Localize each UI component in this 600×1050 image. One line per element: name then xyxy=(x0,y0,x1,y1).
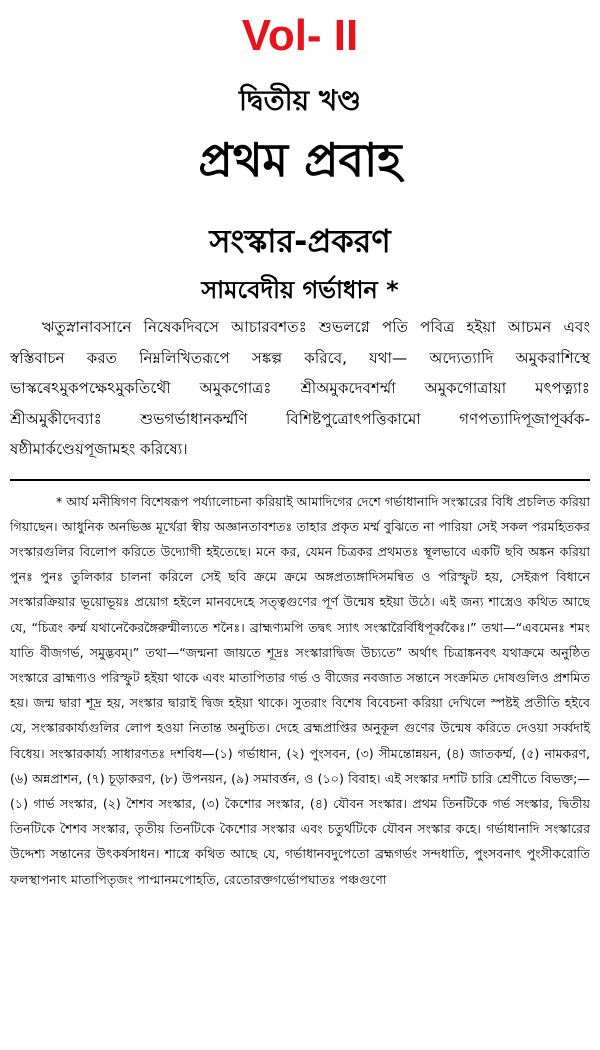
document-page xyxy=(0,11,600,1050)
section-title: সংস্কার-প্রকরণ xyxy=(209,222,391,260)
main-paragraph: ঋতুস্নানাবসানে নিষেকদিবসে আচারবশতঃ শুভলগ্নে পতি পবিত্র হইয়া আচমন এবং স্বস্তিবাচন করত নিম্নলিখিতরূপে সঙ্কল্প করিবে, যথা— অদ্যেত্যাদি অমুকরাশিস্থে ভাস্কৰেঽমুকপক্ষেঽমুকতিথৌ অমুকগোত্রঃ শ্রীঅমুকদেবশর্ম্মা অমুকগোত্রায়া মৎপত্ন্যাঃ শ্রীঅমুকীদেব্যাঃ শুভগর্ভাধানকর্ম্মণি বিশিষ্টপুত্রোৎপত্তিকামো গণপত্যাদিপূজাপূর্ব্বক-ষষ্ঠীমার্কণ্ডেয়পূজামহং করিষ্যে। xyxy=(10,318,590,458)
chapter-title: প্রথম প্রবাহ xyxy=(198,133,402,187)
footnote-divider xyxy=(10,479,590,481)
part-title: দ্বিতীয় খণ্ড xyxy=(238,84,362,117)
footnote-block xyxy=(10,489,590,892)
volume-label: Vol- II xyxy=(241,11,359,60)
footnote-text: * আর্য মনীষিগণ বিশেষরূপ পর্য্যালোচনা করিয়াই আমাদিগের দেশে গর্ভাধানাদি সংস্কারের বিধি প্রচলিত করিয়া গিয়াছেন। আধুনিক অনভিজ্ঞ মূর্খেরা স্বীয় অজ্ঞানতাবশতঃ তাহার প্রকৃত মর্ম্ম বুঝিতে না পারিয়া সেই সকল পরমহিতকর সংস্কারগুলির বিলোপ করিতে উদ্যোগী হইতেছে। মনে কর, যেমন চিত্রকর প্রথমতঃ স্থূলভাবে একটি ছবি অঙ্কন করিয়া পুনঃ পুনঃ তুলিকার চালনা করিলে সেই ছবি ক্রমে ক্রমে অঙ্গপ্রত্যঙ্গাদিসমন্বিত ও পরিস্ফুট হয়, সেইরূপ বিধানে সংস্কারক্রিয়ার ভূয়োভূয়ঃ প্রয়োগ হইলে মানবদেহে সত্ত্বগুণের পূর্ণ উন্মেষ হইয়া উঠে। এই জন্য শাস্ত্রেও কথিত আছে যে, “চিত্রং কর্ম্ম যথানেকৈরঙ্গৈরুন্মীল্যতে শনৈঃ। ব্রাহ্মণ্যমপি তদ্বৎ স্যাৎ সংস্কারৈর্বিধিপূর্ব্বকৈঃ।” তথা—“এবমেনঃ শমং যাতি বীজগর্ভ, সমুদ্ভবম্।” তথা—“জন্মনা জায়তে শূদ্রঃ সংস্কারাদ্বিজ উচ্যতে” অর্থাৎ চিত্রাঙ্কনবৎ যথাক্রমে অনুষ্ঠিত সংস্কারে ব্রাহ্মণ্যও পরিস্ফুট হইয়া থাকে এবং মাতাপিতার গর্ভ ও বীজের নবজাত সন্তানে সংক্রমিত দোষগুলিও প্রশমিত হয়। জন্ম দ্বারা শূদ্র হয়, সংস্কার দ্বারাই দ্বিজ হইয়া থাকে। সুতরাং বিশেষ বিবেচনা করিয়া দেখিলে স্পষ্টই প্রতীতি হইবে যে, সংস্কারকার্য্যগুলির লোপ হওয়া নিতান্ত অনুচিত। দেহে ব্রহ্মপ্রাপ্তির অনুকূল গুণের উন্মেষ করিতে দেওয়া সর্ব্বদাই বিধেয়। সংস্কারকার্য্য সাধারণতঃ দশবিধ—(১) গর্ভাধান, (২) পুংসবন, (৩) সীমন্তোন্নয়ন, (৪) জাতকর্ম্ম, (৫) নামকরণ, (৬) অন্নপ্রাশন, (৭) চূড়াকরণ, (৮) উপনয়ন, (৯) সমাবর্ত্তন, ও (১০) বিবাহ। এই সংস্কার দশটি চারি শ্রেণীতে বিভক্ত;— (১) গার্ভ সংস্কার, (২) শৈশব সংস্কার, (৩) কৈশোর সংস্কার, (৪) যৌবন সংস্কার। প্রথম তিনটিকে গর্ভ সংস্কার, দ্বিতীয় তিনটিকে শৈশব সংস্কার, তৃতীয় তিনটিকে কৈশোর সংস্কার এবং চতুর্থটিকে যৌবন সংস্কার কহে। গর্ভাধানাদি সংস্কারের উদ্দেশ্য সন্তানের উৎকর্ষসাধন। শাস্ত্রে কথিত আছে যে, গর্ভাধানবদুপেতো ব্রহ্মগর্ভং সন্দধাতি, পুংসবনাৎ পুংসীকরোতি ফলস্থাপনাৎ মাতাপিতৃজং পাপ্মানমপোহতি, রেতোরক্তগর্ভোপঘাতঃ পঞ্চগুণো xyxy=(10,493,591,887)
subsection-title: সামবেদীয় গর্ভাধান * xyxy=(201,276,399,304)
main-paragraph-block xyxy=(10,312,590,465)
